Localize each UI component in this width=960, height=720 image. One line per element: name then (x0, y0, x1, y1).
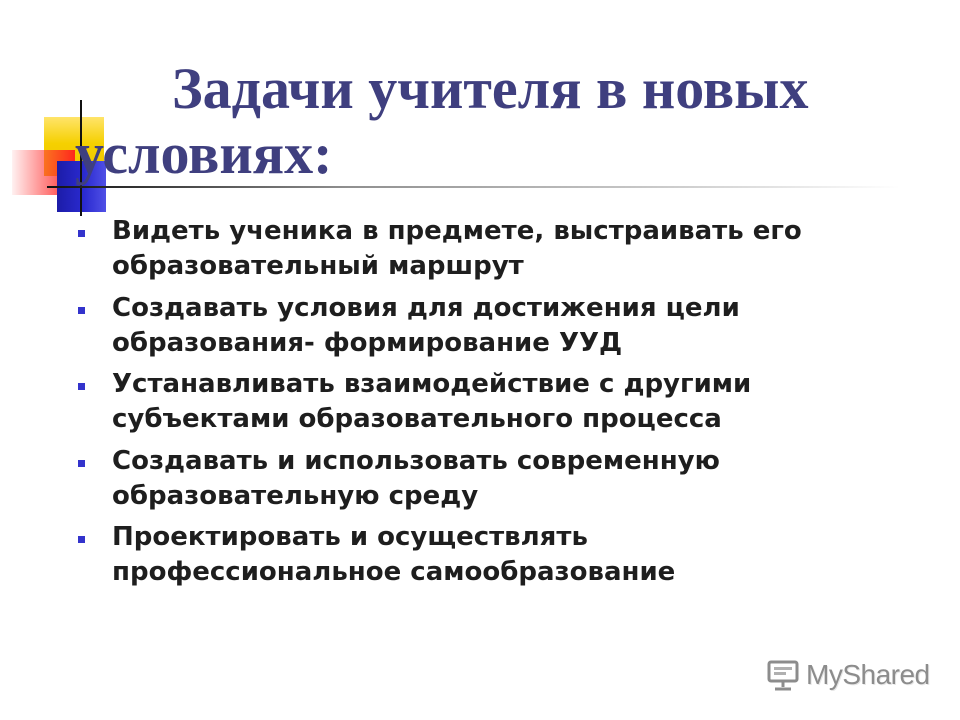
bullet-square-icon (78, 536, 85, 543)
watermark-text: MyShared (806, 659, 930, 690)
bullet-square-icon (78, 307, 85, 314)
bullet-item (78, 367, 802, 437)
bullet-text-line: субъектами образовательного процесса (112, 404, 722, 434)
bullet-item (78, 444, 802, 514)
bullet-text-line: образования- формирование УУД (112, 327, 623, 358)
bullet-square-icon (78, 230, 85, 237)
bullet-text-line: Проектировать и осуществлять (112, 522, 588, 552)
myshared-watermark[interactable] (766, 655, 930, 695)
bullet-item (78, 520, 802, 590)
slide-title-line: Задачи учителя в новых (172, 56, 809, 121)
bullet-item (78, 214, 802, 284)
bullet-text-line: профессиональное самообразование (112, 557, 676, 587)
bullet-item (78, 291, 802, 361)
title-underline (47, 186, 900, 188)
bullet-text-line: образовательную среду (112, 480, 479, 511)
presentation-board-icon (766, 658, 800, 692)
slide-title-line: условиях: (75, 121, 333, 186)
bullet-text-line: Создавать и использовать современную (112, 445, 720, 476)
bullet-square-icon (78, 460, 85, 467)
bullet-square-icon (78, 383, 85, 390)
bullet-text-line: образовательный маршрут (112, 251, 524, 281)
bullet-list (78, 214, 802, 597)
bullet-text-line: Устанавливать взаимодействие с другими (112, 369, 752, 399)
bullet-text-line: Создавать условия для достижения цели (112, 292, 740, 323)
bullet-text-line: Видеть ученика в предмете, выстраивать его (112, 216, 802, 246)
